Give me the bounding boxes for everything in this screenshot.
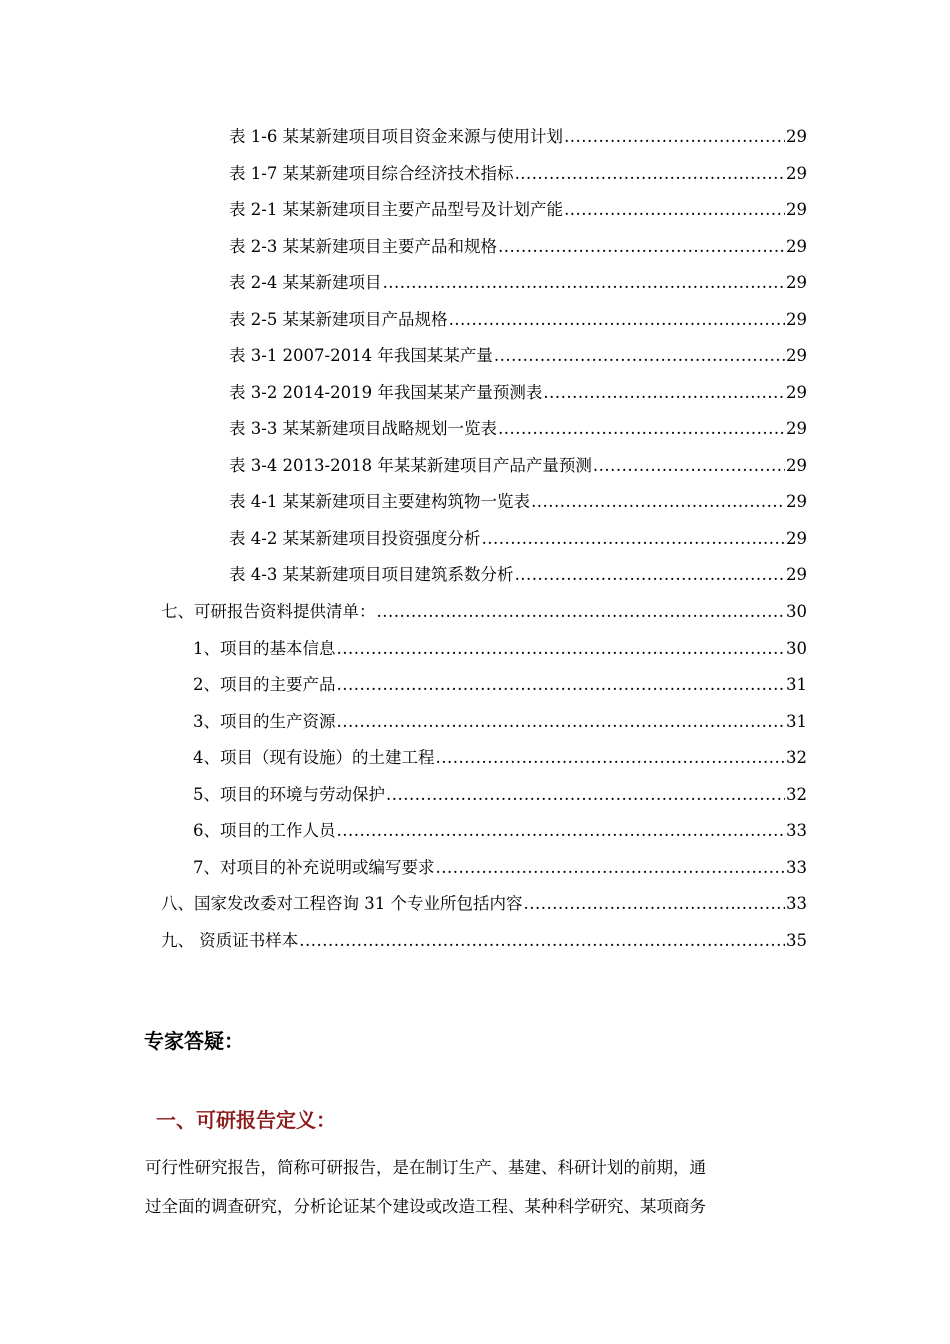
toc-leader-dots — [337, 638, 786, 660]
toc-entry-label: 表 1-6 某某新建项目项目资金来源与使用计划 — [229, 127, 564, 146]
toc-leader-dots — [436, 857, 786, 879]
toc-leader-dots — [498, 418, 785, 440]
toc-entry-page: 29 — [786, 164, 807, 183]
toc-entry-page: 29 — [786, 310, 807, 329]
toc-leader-dots — [515, 163, 785, 185]
toc-entry-page: 35 — [786, 931, 807, 950]
toc-entry[interactable] — [229, 345, 807, 367]
toc-leader-dots — [564, 199, 785, 221]
toc-entry[interactable] — [229, 528, 807, 550]
toc-entry-page: 32 — [786, 785, 807, 804]
toc-leader-dots — [337, 674, 786, 696]
toc-leader-dots — [337, 711, 786, 733]
toc-entry-label: 表 2-4 某某新建项目 — [229, 273, 382, 292]
toc-entry-label: 5、项目的环境与劳动保护 — [193, 785, 385, 804]
paragraph-line: 可行性研究报告，简称可研报告，是在制订生产、基建、科研计划的前期，通 — [145, 1158, 706, 1177]
toc-entry-label: 八、国家发改委对工程咨询 31 个专业所包括内容 — [161, 894, 523, 913]
toc-leader-dots — [299, 930, 785, 952]
toc-entry-page: 33 — [786, 894, 807, 913]
toc-entry-label: 1、项目的基本信息 — [193, 639, 336, 658]
toc-entry[interactable] — [229, 236, 807, 258]
toc-leader-dots — [498, 236, 785, 258]
toc-entry-page: 29 — [786, 529, 807, 548]
toc-entry-page: 30 — [786, 602, 807, 621]
toc-entry[interactable] — [229, 382, 807, 404]
toc-entry-label: 4、项目（现有设施）的土建工程 — [193, 748, 435, 767]
toc-entry-page: 29 — [786, 273, 807, 292]
toc-entry[interactable] — [229, 455, 807, 477]
toc-leader-dots — [515, 564, 785, 586]
toc-entry-label: 表 4-2 某某新建项目投资强度分析 — [229, 529, 481, 548]
toc-entry[interactable] — [229, 272, 807, 294]
toc-entry-label: 表 3-4 2013-2018 年某某新建项目产品产量预测 — [229, 456, 592, 475]
toc-entry-label: 表 3-2 2014-2019 年我国某某产量预测表 — [229, 383, 543, 402]
toc-entry-label: 2、项目的主要产品 — [193, 675, 336, 694]
toc-entry-label: 九、 资质证书样本 — [161, 931, 299, 950]
toc-entry-page: 30 — [786, 639, 807, 658]
toc-entry[interactable] — [161, 601, 807, 623]
toc-entry-page: 32 — [786, 748, 807, 767]
toc-entry[interactable] — [229, 199, 807, 221]
toc-entry-page: 29 — [786, 237, 807, 256]
toc-leader-dots — [494, 345, 785, 367]
toc-leader-dots — [449, 309, 785, 331]
toc-entry[interactable] — [193, 674, 807, 696]
toc-entry[interactable] — [193, 638, 807, 660]
toc-leader-dots — [482, 528, 785, 550]
toc-entry-page: 29 — [786, 419, 807, 438]
toc-entry-label: 表 4-1 某某新建项目主要建构筑物一览表 — [229, 492, 531, 511]
toc-leader-dots — [564, 126, 785, 148]
toc-entry-label: 7、对项目的补充说明或编写要求 — [193, 858, 435, 877]
toc-entry-page: 29 — [786, 492, 807, 511]
toc-entry-label: 表 3-1 2007-2014 年我国某某产量 — [229, 346, 493, 365]
toc-entry-page: 29 — [786, 383, 807, 402]
toc-entry-label: 表 4-3 某某新建项目项目建筑系数分析 — [229, 565, 514, 584]
toc-leader-dots — [386, 784, 785, 806]
toc-entry[interactable] — [161, 930, 807, 952]
toc-entry-label: 表 3-3 某某新建项目战略规划一览表 — [229, 419, 498, 438]
toc-leader-dots — [337, 820, 786, 842]
toc-entry-label: 6、项目的工作人员 — [193, 821, 336, 840]
toc-entry-page: 31 — [786, 675, 807, 694]
subsection-title: 一、可研报告定义： — [156, 1108, 336, 1132]
toc-entry-label: 七、可研报告资料提供清单： — [161, 602, 376, 621]
toc-entry-label: 表 2-1 某某新建项目主要产品型号及计划产能 — [229, 200, 564, 219]
toc-entry[interactable] — [193, 747, 807, 769]
toc-leader-dots — [524, 893, 786, 915]
toc-entry[interactable] — [229, 309, 807, 331]
toc-entry-page: 29 — [786, 346, 807, 365]
paragraph-line: 过全面的调查研究，分析论证某个建设或改造工程、某种科学研究、某项商务 — [145, 1197, 706, 1216]
toc-entry-page: 29 — [786, 200, 807, 219]
toc-entry[interactable] — [229, 564, 807, 586]
toc-entry[interactable] — [229, 163, 807, 185]
toc-entry[interactable] — [229, 491, 807, 513]
toc-entry-label: 3、项目的生产资源 — [193, 712, 336, 731]
toc-leader-dots — [593, 455, 785, 477]
toc-entry-page: 33 — [786, 821, 807, 840]
toc-entry-page: 29 — [786, 565, 807, 584]
toc-entry-page: 29 — [786, 456, 807, 475]
toc-leader-dots — [377, 601, 786, 623]
toc-leader-dots — [436, 747, 786, 769]
toc-entry[interactable] — [229, 418, 807, 440]
section-title: 专家答疑： — [144, 1029, 244, 1053]
toc-entry[interactable] — [193, 857, 807, 879]
toc-entry[interactable] — [193, 711, 807, 733]
toc-entry-page: 33 — [786, 858, 807, 877]
toc-entry-page: 29 — [786, 127, 807, 146]
toc-leader-dots — [531, 491, 785, 513]
toc-entry-label: 表 2-5 某某新建项目产品规格 — [229, 310, 448, 329]
toc-leader-dots — [383, 272, 785, 294]
toc-leader-dots — [543, 382, 785, 404]
toc-entry[interactable] — [193, 784, 807, 806]
toc-entry[interactable] — [229, 126, 807, 148]
toc-entry[interactable] — [193, 820, 807, 842]
toc-entry-page: 31 — [786, 712, 807, 731]
toc-entry[interactable] — [161, 893, 807, 915]
toc-entry-label: 表 1-7 某某新建项目综合经济技术指标 — [229, 164, 514, 183]
toc-entry-label: 表 2-3 某某新建项目主要产品和规格 — [229, 237, 498, 256]
